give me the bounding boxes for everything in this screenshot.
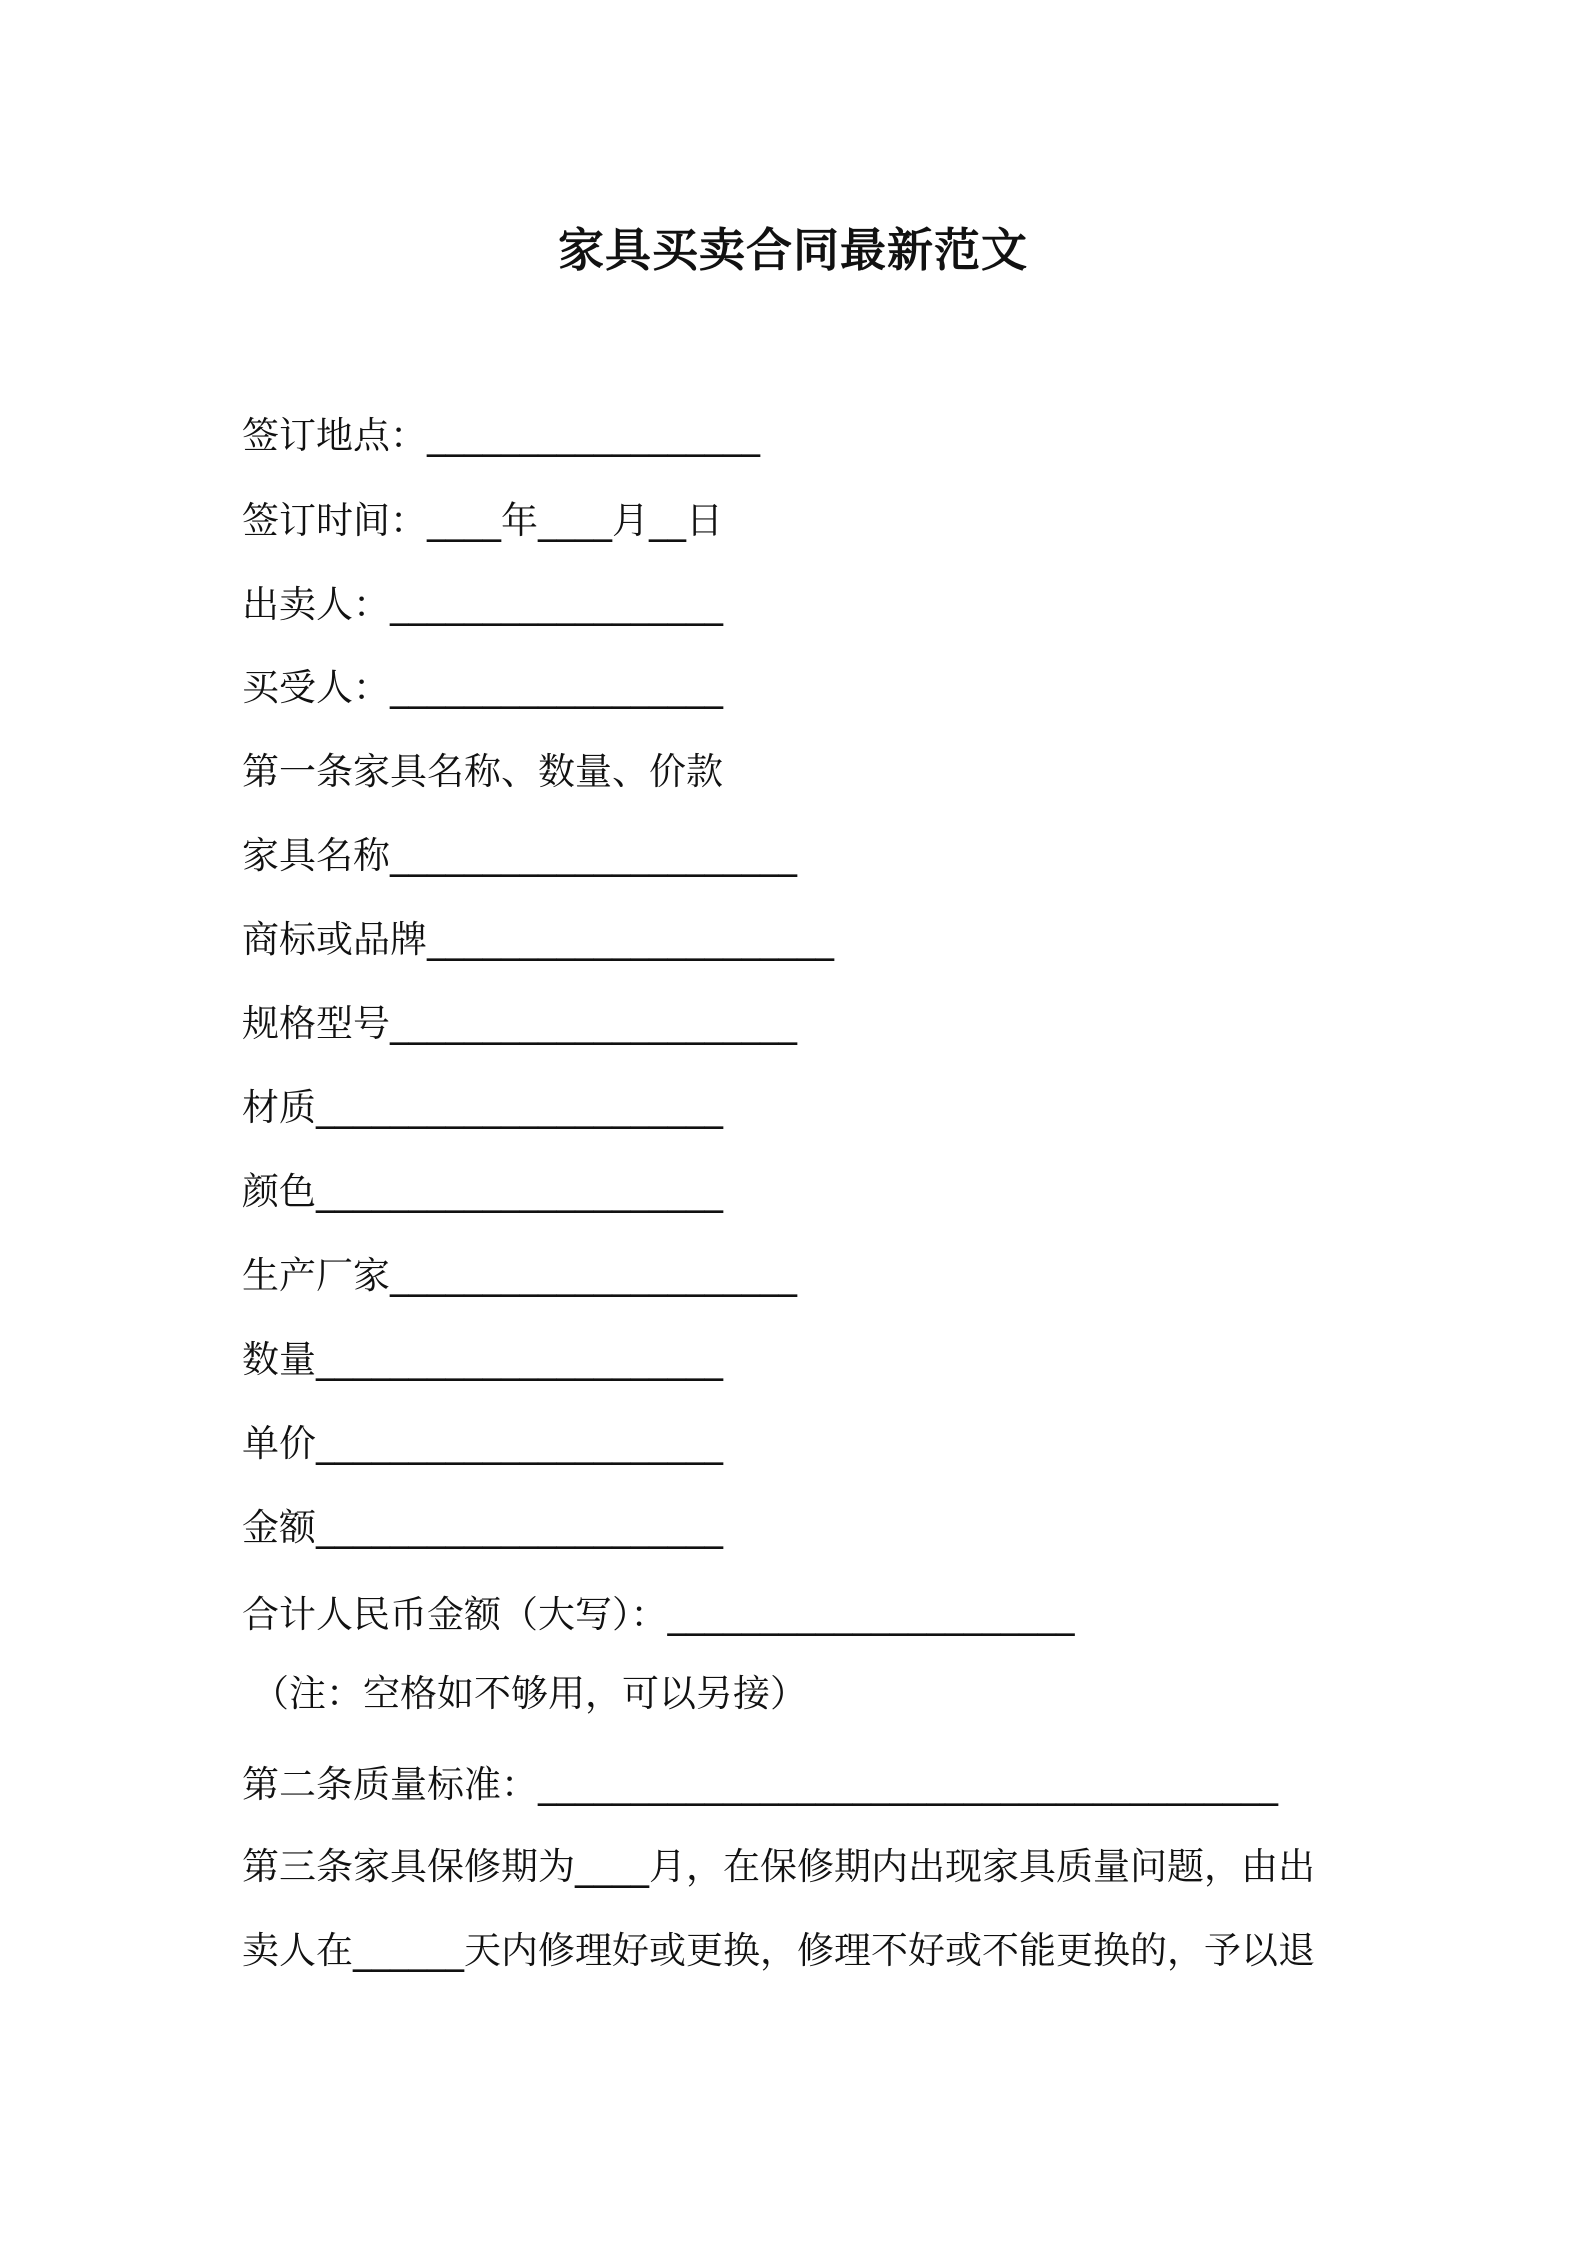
article-2-line: 第二条质量标准：________________________________________ <box>242 1763 1278 1806</box>
material-line: 材质______________________ <box>242 1086 723 1129</box>
document-title: 家具买卖合同最新范文 <box>558 223 1028 277</box>
color-line: 颜色______________________ <box>242 1170 723 1213</box>
quantity-line: 数量______________________ <box>242 1338 723 1381</box>
unit-price-line: 单价______________________ <box>242 1422 723 1465</box>
article-3-line-1: 第三条家具保修期为____月，在保修期内出现家具质量问题，由出 <box>242 1845 1315 1888</box>
brand-line: 商标或品牌______________________ <box>242 918 834 961</box>
article-1-heading: 第一条家具名称、数量、价款 <box>242 750 723 793</box>
manufacturer-line: 生产厂家______________________ <box>242 1254 797 1297</box>
article-3-line-2: 卖人在______天内修理好或更换，修理不好或不能更换的，予以退 <box>242 1929 1315 1972</box>
note-line: （注：空格如不够用，可以另接） <box>252 1672 807 1715</box>
buyer-line: 买受人：__________________ <box>242 666 723 709</box>
total-amount-line: 合计人民币金额（大写）：______________________ <box>242 1593 1075 1636</box>
amount-line: 金额______________________ <box>242 1506 723 1549</box>
model-line: 规格型号______________________ <box>242 1002 797 1045</box>
furniture-name-line: 家具名称______________________ <box>242 834 797 877</box>
signing-date-line: 签订时间：____年____月__日 <box>242 499 723 542</box>
seller-line: 出卖人：__________________ <box>242 583 723 626</box>
signing-place-line: 签订地点：__________________ <box>242 414 760 457</box>
